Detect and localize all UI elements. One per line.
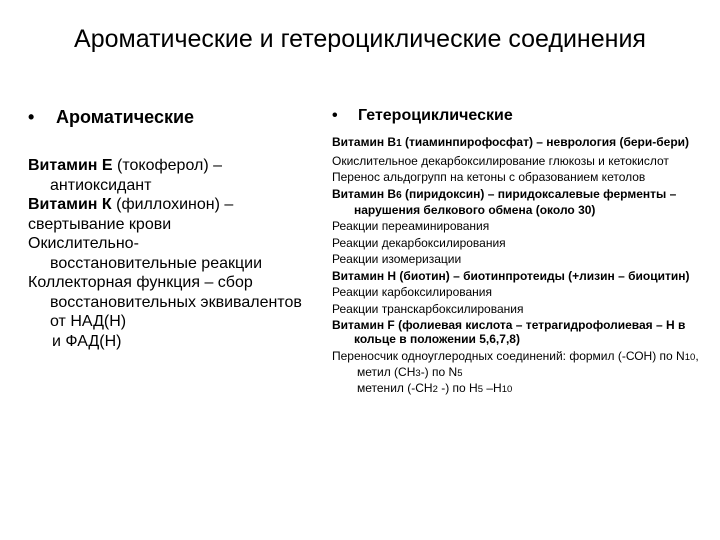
vitamin-b6-name: Витамин В: [332, 186, 397, 201]
f-methenyl-text-2: -) по Н: [437, 380, 478, 395]
vitamin-b6-line: [332, 187, 707, 217]
f-methenyl-text-3: –Н: [483, 380, 502, 395]
vitamin-b6-text: (пиридоксин) – пиридоксалевые ферменты – нарушения белкового обмена (около 30): [354, 186, 677, 217]
vitamin-e-text: (токоферол) – антиоксидант: [50, 157, 222, 194]
vitamin-k-text: (филлохинон) – свертывание крови: [28, 196, 234, 233]
collector-text-2: и ФАД(Н): [52, 332, 122, 350]
f-carrier-index: 10: [684, 351, 696, 363]
b1-reaction-2: Перенос альдогрупп на кетоны с образованием кетолов: [332, 170, 646, 184]
left-heading: Ароматические: [56, 107, 195, 127]
vitamin-b1-index: 1: [396, 138, 402, 149]
f-methyl-text-1: метил (СН: [357, 364, 416, 379]
b6-reaction-3: Реакции изомеризации: [332, 252, 462, 266]
b1-reaction-1: Окислительное декарбоксилирование глюкозы и кетокислот: [332, 153, 669, 168]
vitamin-b1-text: (тиаминпирофосфат) – неврология (бери-бери): [401, 135, 690, 149]
f-carrier-text: Переносчик одноуглеродных соединений: формил (-СОН) по N: [332, 348, 685, 363]
vitamin-k-line: [28, 195, 318, 234]
f-carrier-comma: ,: [695, 348, 699, 363]
f-methyl-text-2: -) по N: [420, 364, 458, 379]
right-body: [332, 135, 707, 397]
b6-reaction-1: Реакции переаминирования: [332, 219, 490, 233]
bullet-icon: •: [332, 107, 338, 124]
h-reaction-1: Реакции карбоксилирования: [332, 285, 492, 299]
collector-line: [28, 273, 318, 332]
vitamin-b1-name: Витамин В: [332, 135, 397, 149]
f-methyl-index-1: 3: [415, 367, 421, 379]
slide-title: Ароматические и гетероциклические соединения: [74, 25, 646, 53]
h-reaction-2: Реакции транскарбоксилирования: [332, 301, 524, 316]
f-methyl-index-2: 5: [457, 367, 463, 379]
vitamin-f-line: Витамин F (фолиевая кислота – тетрагидрофолиевая – Н в кольце в положении 5,6,7,8): [332, 318, 686, 346]
bullet-icon: •: [28, 107, 35, 127]
right-heading: Гетероциклические: [358, 107, 513, 124]
vitamin-e-name: Витамин Е: [28, 157, 113, 174]
f-methenyl-index-3: 10: [501, 383, 513, 395]
left-heading-row: [28, 106, 318, 128]
left-body: [28, 156, 318, 351]
f-methenyl-index-1: 2: [432, 383, 438, 395]
vitamin-b6-index: 6: [396, 189, 402, 201]
vitamin-e-line: [28, 156, 318, 195]
vitamin-b1-line: [332, 135, 707, 151]
f-carrier-line: [332, 349, 707, 397]
collector-text-1: Коллекторная функция – сбор восстановительных эквивалентов от НАД(Н): [28, 274, 302, 330]
right-heading-row: [332, 106, 707, 126]
f-methenyl-index-2: 5: [477, 383, 483, 395]
vitamin-h-line: Витамин Н (биотин) – биотинпротеиды (+лизин – биоцитин): [332, 268, 690, 283]
f-methenyl-text-1: метенил (-СН: [357, 380, 433, 395]
redox-line: [28, 234, 318, 273]
collector-line-2: [28, 332, 318, 352]
f-methenyl-line: [354, 381, 707, 397]
vitamin-k-name: Витамин К: [28, 196, 112, 213]
right-column: [332, 106, 707, 399]
b6-reaction-2: Реакции декарбоксилирования: [332, 235, 506, 250]
left-column: [28, 106, 318, 351]
f-methyl-line: [354, 365, 707, 381]
redox-text-1: Окислительно-: [28, 235, 139, 252]
redox-text-2: восстановительные реакции: [50, 254, 263, 272]
